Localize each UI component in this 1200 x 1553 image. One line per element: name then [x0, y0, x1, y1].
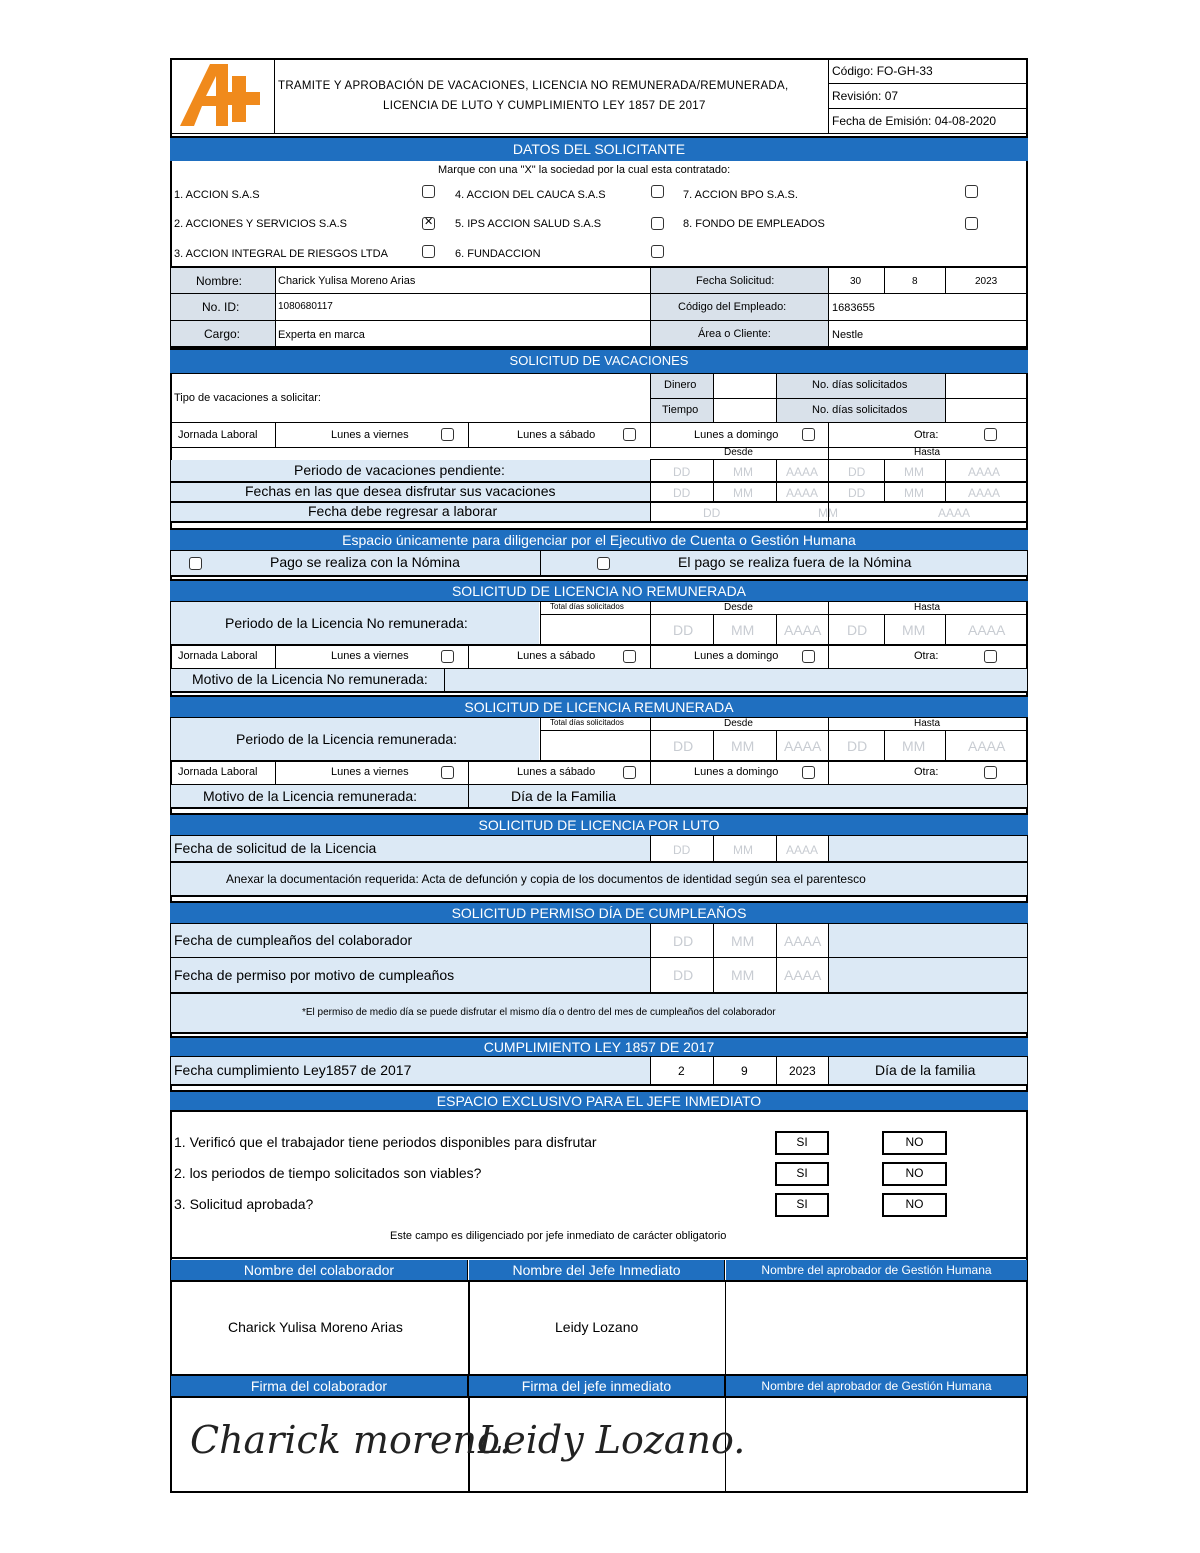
company-instruction: Marque con una "X" la sociedad por la cual esta contratado:: [438, 164, 731, 176]
company-option-5: 5. IPS ACCION SALUD S.A.S: [455, 218, 602, 230]
section-luto: SOLICITUD DE LICENCIA POR LUTO: [170, 813, 1028, 835]
disf-hasta-mm[interactable]: MM: [904, 486, 924, 500]
ley-value[interactable]: Día de la familia: [875, 1062, 976, 1078]
fecha-regresar-label: Fecha debe regresar a laborar: [308, 503, 498, 519]
q1-no-button[interactable]: NO: [882, 1131, 947, 1155]
regreso-mm[interactable]: MM: [818, 506, 838, 520]
cumple-nota: *El permiso de medio día se puede disfrutar el mismo día o dentro del mes de cumpleaños del colaborador: [302, 1007, 776, 1018]
fecha-solicitud-dd[interactable]: 30: [850, 276, 862, 287]
section-vacaciones: SOLICITUD DE VACACIONES: [170, 348, 1028, 373]
luto-aaaa[interactable]: AAAA: [786, 843, 819, 857]
company-checkbox-4[interactable]: [651, 185, 664, 198]
company-checkbox-1[interactable]: [422, 185, 435, 198]
codigo-empleado-field[interactable]: 1683655: [832, 302, 875, 314]
cumple-fecha-label: Fecha de cumpleaños del colaborador: [174, 932, 413, 948]
r-desde-header: Desde: [724, 718, 753, 729]
checkbox-lunes-domingo[interactable]: [802, 428, 815, 441]
pend-hasta-dd[interactable]: DD: [848, 465, 866, 479]
company-option-2: 2. ACCIONES Y SERVICIOS S.A.S: [174, 218, 348, 230]
nr-desde-mm[interactable]: MM: [731, 622, 755, 638]
fecha-solicitud-aaaa[interactable]: 2023: [975, 276, 998, 287]
dias-solicitados-dinero: No. días solicitados: [812, 379, 908, 391]
jefe-q1: 1. Verificó que el trabajador tiene periodos disponibles para disfrutar: [174, 1134, 597, 1150]
r-checkbox-otra[interactable]: [984, 766, 997, 779]
jornada-label: Jornada Laboral: [178, 429, 258, 441]
header-nombre-colaborador: Nombre del colaborador: [171, 1260, 468, 1280]
jefe-q2: 2. los periodos de tiempo solicitados son viables?: [174, 1165, 482, 1181]
nr-hasta-mm[interactable]: MM: [902, 622, 926, 638]
jefe-nota: Este campo es diligenciado por jefe inmediato de carácter obligatorio: [390, 1230, 727, 1242]
q2-si-button[interactable]: SI: [775, 1162, 829, 1186]
fecha-solicitud-mm[interactable]: 8: [912, 276, 918, 287]
company-checkbox-2[interactable]: [422, 217, 435, 230]
luto-mm[interactable]: MM: [733, 843, 753, 857]
dinero-label: Dinero: [664, 379, 697, 391]
nombre-jefe-value: Leidy Lozano: [555, 1319, 639, 1335]
nr-periodo-label: Periodo de la Licencia No remunerada:: [225, 615, 468, 631]
id-label: No. ID:: [202, 300, 240, 314]
q3-no-button[interactable]: NO: [882, 1193, 947, 1217]
permiso-mm[interactable]: MM: [731, 967, 755, 983]
nr-checkbox-lunes-sabado[interactable]: [623, 650, 636, 663]
company-checkbox-7[interactable]: [965, 185, 978, 198]
header-nombre-jefe: Nombre del Jefe Inmediato: [469, 1260, 725, 1280]
company-checkbox-8[interactable]: [965, 217, 978, 230]
company-checkbox-6[interactable]: [651, 245, 664, 258]
company-option-1: 1. ACCION S.A.S: [174, 189, 260, 201]
nr-desde-header: Desde: [724, 602, 753, 613]
company-option-4: 4. ACCION DEL CAUCA S.A.S: [455, 189, 606, 201]
pago-nomina-label: Pago se realiza con la Nómina: [270, 554, 460, 570]
opt-lunes-domingo: Lunes a domingo: [694, 429, 779, 441]
header-firma-colaborador: Firma del colaborador: [171, 1376, 468, 1396]
opt-otra: Otra:: [914, 429, 939, 441]
company-logo: [180, 62, 272, 128]
nr-total-dias-label: Total días solicitados: [550, 602, 624, 611]
company-option-8: 8. FONDO DE EMPLEADOS: [683, 218, 825, 230]
disf-desde-mm[interactable]: MM: [733, 486, 753, 500]
r-hasta-aaaa[interactable]: AAAA: [968, 738, 1006, 754]
nr-checkbox-otra[interactable]: [984, 650, 997, 663]
ley-dd[interactable]: 2: [678, 1064, 685, 1078]
section-ley-1857: CUMPLIMIENTO LEY 1857 DE 2017: [170, 1036, 1028, 1056]
fecha-solicitud-label: Fecha Solicitud:: [696, 275, 775, 287]
nr-desde-dd[interactable]: DD: [673, 622, 694, 638]
r-checkbox-lunes-viernes[interactable]: [441, 766, 454, 779]
area-label: Área o Cliente:: [698, 328, 771, 340]
form-title-line1: TRAMITE Y APROBACIÓN DE VACACIONES, LICENCIA NO REMUNERADA/REMUNERADA,: [278, 80, 789, 92]
form-code: Código: FO-GH-33: [832, 64, 933, 78]
r-jornada-label: Jornada Laboral: [178, 766, 258, 778]
signature-colaborador: Charick moreno.: [190, 1418, 512, 1462]
pend-desde-dd[interactable]: DD: [673, 465, 691, 479]
regreso-dd[interactable]: DD: [703, 506, 721, 520]
r-total-dias-label: Total días solicitados: [550, 718, 624, 727]
r-motivo-label: Motivo de la Licencia remunerada:: [203, 788, 418, 804]
cumple-mm[interactable]: MM: [731, 933, 755, 949]
r-hasta-dd[interactable]: DD: [847, 738, 868, 754]
permiso-dd[interactable]: DD: [673, 967, 694, 983]
r-checkbox-lunes-domingo[interactable]: [802, 766, 815, 779]
cumple-dd[interactable]: DD: [673, 933, 694, 949]
form-title-line2: LICENCIA DE LUTO Y CUMPLIMIENTO LEY 1857 DE 2017: [383, 100, 706, 112]
ley-mm[interactable]: 9: [741, 1064, 748, 1078]
section-jefe: ESPACIO EXCLUSIVO PARA EL JEFE INMEDIATO: [170, 1090, 1028, 1110]
tiempo-label: Tiempo: [662, 404, 699, 416]
nr-hasta-dd[interactable]: DD: [847, 622, 868, 638]
fechas-disfrutar-label: Fechas en las que desea disfrutar sus vacaciones: [245, 483, 556, 499]
ley-aaaa[interactable]: 2023: [789, 1064, 816, 1078]
jefe-q3: 3. Solicitud aprobada?: [174, 1196, 314, 1212]
r-desde-dd[interactable]: DD: [673, 738, 694, 754]
pago-fuera-label: El pago se realiza fuera de la Nómina: [678, 554, 912, 570]
section-no-remunerada: SOLICITUD DE LICENCIA NO REMUNERADA: [170, 579, 1028, 601]
opt-lunes-sabado: Lunes a sábado: [517, 429, 596, 441]
pend-desde-aaaa[interactable]: AAAA: [786, 465, 819, 479]
nr-opt-otra: Otra:: [914, 650, 939, 662]
check-x-icon: ✕: [424, 216, 434, 228]
header-nombre-aprobador: Nombre del aprobador de Gestión Humana: [726, 1260, 1027, 1280]
permiso-aaaa[interactable]: AAAA: [784, 967, 822, 983]
header-firma-jefe: Firma del jefe inmediato: [469, 1376, 725, 1396]
regreso-aaaa[interactable]: AAAA: [938, 506, 971, 520]
nr-opt-lunes-domingo: Lunes a domingo: [694, 650, 779, 662]
q1-si-button[interactable]: SI: [775, 1131, 829, 1155]
r-motivo-value[interactable]: Día de la Familia: [511, 788, 617, 804]
r-opt-lunes-domingo: Lunes a domingo: [694, 766, 779, 778]
pend-hasta-mm[interactable]: MM: [904, 465, 924, 479]
checkbox-otra[interactable]: [984, 428, 997, 441]
opt-lunes-viernes: Lunes a viernes: [331, 429, 409, 441]
nr-hasta-header: Hasta: [914, 602, 941, 613]
nr-motivo-label: Motivo de la Licencia No remunerada:: [192, 671, 428, 687]
pend-desde-mm[interactable]: MM: [733, 465, 753, 479]
luto-fecha-label: Fecha de solicitud de la Licencia: [174, 840, 377, 856]
section-ejecutivo: Espacio únicamente para diligenciar por el Ejecutivo de Cuenta o Gestión Humana: [170, 528, 1028, 550]
r-opt-otra: Otra:: [914, 766, 939, 778]
luto-anexar-note: Anexar la documentación requerida: Acta de defunción y copia de los documentos de identidad según sea el parentesco: [226, 872, 866, 886]
section-cumpleanos: SOLICITUD PERMISO DÍA DE CUMPLEAÑOS: [170, 901, 1028, 923]
form-revision: Revisión: 07: [832, 89, 899, 103]
vac-hasta-header: Hasta: [914, 447, 941, 458]
nombre-colaborador-value: Charick Yulisa Moreno Arias: [228, 1319, 403, 1335]
signature-jefe: Leidy Lozano.: [478, 1418, 746, 1462]
company-checkbox-5[interactable]: [651, 217, 664, 230]
tipo-vacaciones-label: Tipo de vacaciones a solicitar:: [174, 392, 321, 404]
r-desde-mm[interactable]: MM: [731, 738, 755, 754]
nr-hasta-aaaa[interactable]: AAAA: [968, 622, 1006, 638]
disf-desde-dd[interactable]: DD: [673, 486, 691, 500]
checkbox-pago-nomina[interactable]: [189, 557, 202, 570]
luto-dd[interactable]: DD: [673, 843, 691, 857]
q2-no-button[interactable]: NO: [882, 1162, 947, 1186]
company-checkbox-3[interactable]: [422, 245, 435, 258]
section-datos-solicitante: DATOS DEL SOLICITANTE: [170, 136, 1028, 161]
disf-hasta-aaaa[interactable]: AAAA: [968, 486, 1001, 500]
codigo-empleado-label: Código del Empleado:: [678, 301, 787, 313]
nombre-label: Nombre:: [196, 274, 243, 288]
cargo-field[interactable]: Experta en marca: [278, 329, 365, 341]
r-hasta-mm[interactable]: MM: [902, 738, 926, 754]
nr-checkbox-lunes-domingo[interactable]: [802, 650, 815, 663]
checkbox-lunes-viernes[interactable]: [441, 428, 454, 441]
company-option-7: 7. ACCION BPO S.A.S.: [683, 189, 798, 201]
r-periodo-label: Periodo de la Licencia remunerada:: [236, 731, 458, 747]
checkbox-pago-fuera[interactable]: [597, 557, 610, 570]
checkbox-lunes-sabado[interactable]: [623, 428, 636, 441]
nr-checkbox-lunes-viernes[interactable]: [441, 650, 454, 663]
r-hasta-header: Hasta: [914, 718, 941, 729]
area-field[interactable]: Nestle: [832, 329, 864, 341]
section-remunerada: SOLICITUD DE LICENCIA REMUNERADA: [170, 695, 1028, 717]
company-option-6: 6. FUNDACCION: [455, 248, 541, 260]
form-issue-date: Fecha de Emisión: 04-08-2020: [832, 114, 997, 128]
cumple-permiso-label: Fecha de permiso por motivo de cumpleaños: [174, 967, 455, 983]
nr-desde-aaaa[interactable]: AAAA: [784, 622, 822, 638]
r-opt-lunes-viernes: Lunes a viernes: [331, 766, 409, 778]
q3-si-button[interactable]: SI: [775, 1193, 829, 1217]
r-checkbox-lunes-sabado[interactable]: [623, 766, 636, 779]
pend-hasta-aaaa[interactable]: AAAA: [968, 465, 1001, 479]
r-desde-aaaa[interactable]: AAAA: [784, 738, 822, 754]
nr-jornada-label: Jornada Laboral: [178, 650, 258, 662]
ley-label: Fecha cumplimiento Ley1857 de 2017: [174, 1062, 412, 1078]
nr-opt-lunes-viernes: Lunes a viernes: [331, 650, 409, 662]
header-firma-aprobador: Nombre del aprobador de Gestión Humana: [726, 1376, 1027, 1396]
disf-hasta-dd[interactable]: DD: [848, 486, 866, 500]
r-opt-lunes-sabado: Lunes a sábado: [517, 766, 596, 778]
disf-desde-aaaa[interactable]: AAAA: [786, 486, 819, 500]
cargo-label: Cargo:: [204, 327, 241, 341]
cumple-aaaa[interactable]: AAAA: [784, 933, 822, 949]
periodo-pendiente-label: Periodo de vacaciones pendiente:: [294, 462, 505, 478]
id-field[interactable]: 1080680117: [278, 301, 333, 312]
vac-desde-header: Desde: [724, 447, 753, 458]
nombre-field[interactable]: Charick Yulisa Moreno Arias: [278, 275, 416, 287]
dias-solicitados-tiempo: No. días solicitados: [812, 404, 908, 416]
company-option-3: 3. ACCION INTEGRAL DE RIESGOS LTDA: [174, 248, 388, 260]
nr-opt-lunes-sabado: Lunes a sábado: [517, 650, 596, 662]
